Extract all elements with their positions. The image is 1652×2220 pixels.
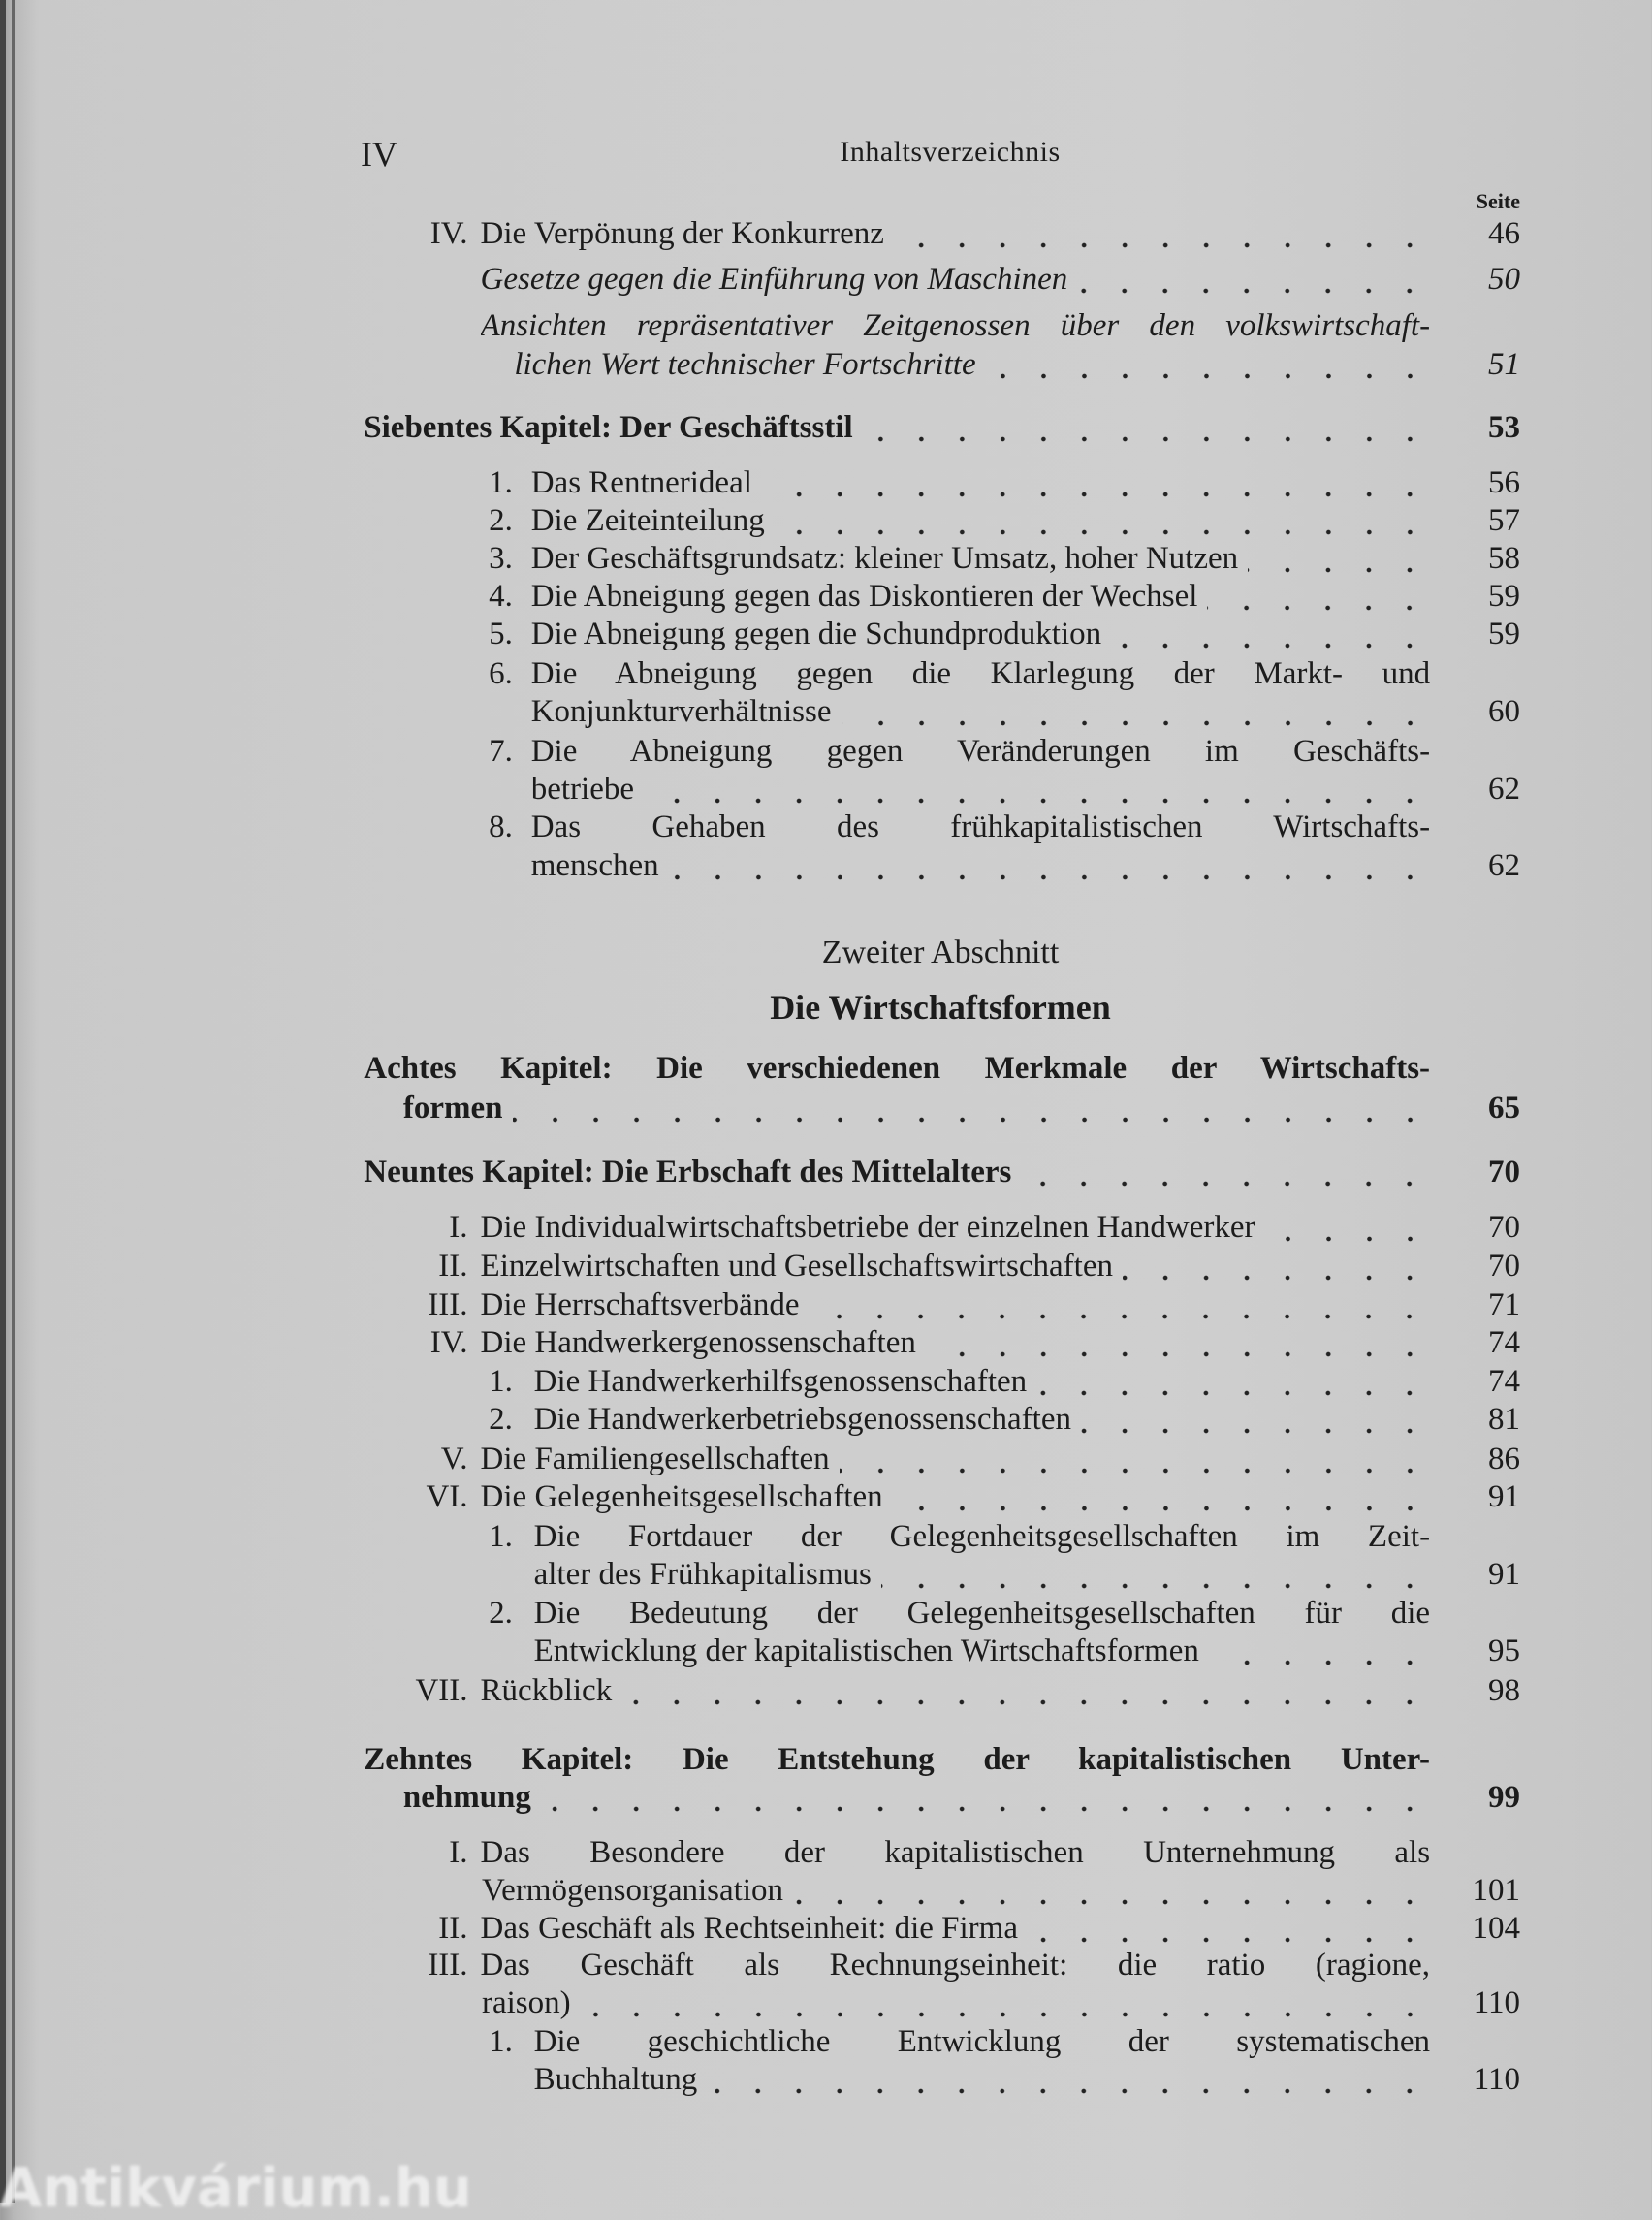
toc-entry-number: III.	[428, 1286, 468, 1322]
page-column-label: Seite	[1476, 189, 1520, 213]
toc-entry	[0, 1323, 1652, 1362]
page-number: IV	[361, 135, 397, 174]
toc-entry	[0, 770, 1652, 809]
toc-entry	[0, 408, 1652, 447]
toc-entry-number: II.	[438, 1910, 468, 1946]
toc-entry	[0, 1632, 1652, 1670]
dot-leader	[541, 1778, 1430, 1817]
dot-leader	[1036, 1362, 1430, 1401]
toc-entry	[0, 1833, 1652, 1872]
toc-entry-title: Buchhaltung	[533, 2062, 698, 2098]
toc-entry-page: 74	[1488, 1364, 1520, 1400]
toc-entry	[0, 1594, 1652, 1633]
toc-entry-number: 2.	[489, 503, 513, 539]
dot-leader	[1077, 260, 1430, 299]
dot-leader	[926, 1323, 1430, 1362]
dot-leader	[863, 408, 1430, 447]
toc-entry-title: Achtes Kapitel: Die verschiedenen Merkmale der Wirtschafts-	[364, 1051, 1431, 1087]
toc-entry	[0, 846, 1652, 885]
toc-entry-title: Die Individualwirtschaftsbetriebe der einzelnen Handwerker	[480, 1209, 1255, 1245]
toc-entry	[0, 1871, 1652, 1910]
toc-entry	[0, 1517, 1652, 1556]
dot-leader	[809, 1285, 1430, 1324]
toc-entry-title: Entwicklung der kapitalistischen Wirtschaftsformen	[533, 1633, 1199, 1669]
toc-entry-page: 58	[1488, 541, 1520, 577]
toc-entry-number: 1.	[489, 464, 513, 500]
dot-leader	[881, 1555, 1430, 1594]
dot-leader	[986, 345, 1430, 384]
toc-entry-page: 95	[1488, 1633, 1520, 1669]
toc-entry	[0, 1285, 1652, 1324]
toc-entry-title: menschen	[530, 848, 659, 884]
toc-entry-number: 8.	[489, 809, 513, 844]
page-title: Inhaltsverzeichnis	[840, 136, 1061, 168]
toc-entry	[0, 1362, 1652, 1401]
toc-entry-title: Die Handwerkerbetriebsgenossenschaften	[533, 1402, 1071, 1438]
toc-entry-title: formen	[402, 1090, 503, 1126]
toc-entry	[0, 615, 1652, 653]
toc-entry	[0, 260, 1652, 299]
toc-entry-number: 5.	[489, 617, 513, 652]
toc-entry-page: 59	[1488, 579, 1520, 615]
toc-entry-page: 65	[1488, 1090, 1520, 1126]
toc-entry-page: 99	[1488, 1780, 1520, 1816]
toc-entry-number: VI.	[426, 1479, 468, 1515]
toc-entry-number: IV.	[429, 216, 468, 252]
dot-leader	[775, 501, 1430, 540]
toc-entry	[0, 1153, 1652, 1191]
dot-leader	[1209, 1632, 1430, 1670]
toc-entry-title: Die Abneigung gegen das Diskontieren der Wechsel	[530, 579, 1198, 615]
toc-entry-page: 110	[1473, 1984, 1520, 2020]
toc-entry-number: 7.	[489, 733, 513, 769]
toc-entry-page: 86	[1488, 1441, 1520, 1476]
dot-leader	[793, 1871, 1430, 1910]
toc-entry-title: Die Familiengesellschaften	[480, 1441, 830, 1476]
dot-leader	[894, 214, 1430, 253]
toc-entry	[0, 1247, 1652, 1285]
dot-leader	[1207, 577, 1430, 616]
toc-entry-page: 71	[1488, 1286, 1520, 1322]
toc-entry-title: Das Besondere der kapitalistischen Unternehmung als	[480, 1834, 1431, 1870]
toc-entry-page: 51	[1488, 347, 1520, 383]
toc-entry-number: III.	[428, 1947, 468, 1982]
toc-entry-page: 110	[1473, 2062, 1520, 2098]
toc-entry-title: Das Geschäft als Rechtseinheit: die Firma	[480, 1910, 1018, 1946]
toc-entry-page: 56	[1488, 464, 1520, 500]
toc-entry-title: Vermögensorganisation	[482, 1872, 784, 1908]
toc-entry-title: raison)	[482, 1984, 571, 2020]
toc-entry-title: Das Rentnerideal	[530, 464, 752, 500]
dot-leader	[842, 692, 1431, 731]
toc-entry-number: I.	[449, 1834, 468, 1870]
toc-entry	[0, 732, 1652, 771]
toc-entry	[0, 692, 1652, 731]
toc-entry-number: 1.	[489, 2024, 513, 2060]
toc-entry	[0, 1671, 1652, 1710]
dot-leader	[581, 1983, 1430, 2022]
toc-entry-number: 3.	[489, 541, 513, 577]
dot-leader	[1081, 1400, 1430, 1439]
toc-entry-number: 4.	[489, 579, 513, 615]
toc-entry-page: 81	[1488, 1402, 1520, 1438]
toc-entry-page: 74	[1488, 1324, 1520, 1360]
toc-entry-title: Die Abneigung gegen Veränderungen im Geschäfts-	[530, 733, 1431, 769]
toc-entry-page: 91	[1488, 1479, 1520, 1515]
dot-leader	[1028, 1909, 1430, 1948]
toc-entry	[0, 2060, 1652, 2099]
toc-entry-page: 59	[1488, 617, 1520, 652]
toc-entry-title: Die Verpönung der Konkurrenz	[480, 216, 884, 252]
toc-entry-title: Ansichten repräsentativer Zeitgenossen über den volkswirtschaft-	[480, 307, 1431, 343]
toc-entry-page: 62	[1488, 771, 1520, 807]
toc-entry-page: 46	[1488, 216, 1520, 252]
dot-leader	[707, 2060, 1430, 2099]
toc-entry-title: Die Abneigung gegen die Klarlegung der Markt- und	[530, 655, 1431, 691]
toc-entry-title: Das Gehaben des frühkapitalistischen Wirtschafts-	[530, 809, 1431, 844]
toc-entry	[0, 1555, 1652, 1594]
toc-entry-title: Das Geschäft als Rechnungseinheit: die ratio (ragione,	[480, 1947, 1431, 1982]
toc-entry	[0, 1477, 1652, 1516]
toc-entry-page: 104	[1472, 1910, 1520, 1946]
toc-entry-number: 2.	[489, 1596, 513, 1632]
toc-entry-title: Einzelwirtschaften und Gesellschaftswirtschaften	[480, 1249, 1113, 1284]
toc-entry-number: 1.	[489, 1518, 513, 1554]
toc-entry-page: 60	[1488, 694, 1520, 730]
dot-leader	[513, 1089, 1431, 1127]
section-title: Die Wirtschaftsformen	[770, 988, 1111, 1027]
toc-entry-title: Zehntes Kapitel: Die Entstehung der kapitalistischen Unter-	[364, 1742, 1431, 1778]
toc-entry-title: Die Herrschaftsverbände	[480, 1286, 800, 1322]
toc-entry-page: 98	[1488, 1673, 1520, 1709]
toc-entry	[0, 501, 1652, 540]
toc-entry	[0, 808, 1652, 846]
dot-leader	[1123, 1247, 1430, 1285]
toc-entry-page: 62	[1488, 848, 1520, 884]
dot-leader	[669, 846, 1430, 885]
toc-entry-title: Die Fortdauer der Gelegenheitsgesellschaften im Zeit-	[533, 1518, 1431, 1554]
toc-entry	[0, 214, 1652, 253]
toc-entry-title: Die Zeiteinteilung	[530, 503, 765, 539]
toc-entry-number: 2.	[489, 1402, 513, 1438]
toc-entry-title: Die Bedeutung der Gelegenheitsgesellschaften für die	[533, 1596, 1431, 1632]
toc-entry-title: lichen Wert technischer Fortschritte	[514, 347, 976, 383]
toc-entry-title: betriebe	[530, 771, 634, 807]
dot-leader	[762, 463, 1430, 502]
toc-entry	[0, 1778, 1652, 1817]
toc-entry-title: Der Geschäftsgrundsatz: kleiner Umsatz, hoher Nutzen	[530, 541, 1239, 577]
toc-entry-title: Konjunkturverhältnisse	[530, 694, 832, 730]
toc-entry-number: 6.	[489, 655, 513, 691]
toc-entry-number: V.	[440, 1441, 468, 1476]
toc-entry	[0, 1909, 1652, 1948]
toc-entry-title: Die Gelegenheitsgesellschaften	[480, 1479, 883, 1515]
toc-entry-page: 91	[1488, 1556, 1520, 1592]
toc-entry-title: Die Handwerkergenossenschaften	[480, 1324, 916, 1360]
toc-entry	[0, 1208, 1652, 1247]
toc-entry	[0, 345, 1652, 384]
dot-leader	[1021, 1153, 1430, 1191]
toc-entry	[0, 539, 1652, 578]
dot-leader	[840, 1440, 1430, 1478]
toc-entry	[0, 1089, 1652, 1127]
toc-entry	[0, 654, 1652, 693]
toc-entry-title: nehmung	[402, 1780, 531, 1816]
toc-entry	[0, 1049, 1652, 1088]
toc-entry-title: Die geschichtliche Entwicklung der systematischen	[533, 2024, 1431, 2060]
toc-entry	[0, 1946, 1652, 1984]
section-label: Zweiter Abschnitt	[821, 935, 1060, 970]
toc-entry-title: Neuntes Kapitel: Die Erbschaft des Mittelalters	[364, 1155, 1012, 1190]
toc-entry-title: Gesetze gegen die Einführung von Maschinen	[480, 261, 1068, 297]
dot-leader	[1248, 539, 1430, 578]
toc-entry	[0, 577, 1652, 616]
dot-leader	[621, 1671, 1430, 1710]
toc-entry-page: 70	[1488, 1209, 1520, 1245]
toc-entry-title: alter des Frühkapitalismus	[533, 1556, 872, 1592]
toc-entry-title: Rückblick	[480, 1673, 613, 1709]
toc-entry-number: IV.	[429, 1324, 468, 1360]
toc-entry-number: II.	[438, 1249, 468, 1284]
toc-entry	[0, 1400, 1652, 1439]
toc-entry-page: 50	[1488, 261, 1520, 297]
toc-entry	[0, 306, 1652, 345]
dot-leader	[1111, 615, 1430, 653]
toc-entry-page: 57	[1488, 503, 1520, 539]
toc-entry	[0, 1440, 1652, 1478]
dot-leader	[644, 770, 1430, 809]
toc-entry-page: 101	[1472, 1872, 1520, 1908]
toc-entry-page: 70	[1488, 1249, 1520, 1284]
dot-leader	[1265, 1208, 1431, 1247]
toc-entry	[0, 1983, 1652, 2022]
toc-entry-number: VII.	[415, 1673, 468, 1709]
toc-entry	[0, 1740, 1652, 1779]
toc-entry-title: Siebentes Kapitel: Der Geschäftsstil	[364, 410, 853, 446]
toc-entry-page: 70	[1488, 1155, 1520, 1190]
dot-leader	[893, 1477, 1430, 1516]
toc-entry	[0, 2022, 1652, 2061]
toc-entry-page: 53	[1488, 410, 1520, 446]
toc-entry-number: 1.	[489, 1364, 513, 1400]
toc-entry	[0, 463, 1652, 502]
toc-entry-title: Die Abneigung gegen die Schundproduktion	[530, 617, 1102, 652]
toc-entry-number: I.	[449, 1209, 468, 1245]
watermark: Antikvárium.hu	[0, 2157, 472, 2220]
toc-entry-title: Die Handwerkerhilfsgenossenschaften	[533, 1364, 1028, 1400]
